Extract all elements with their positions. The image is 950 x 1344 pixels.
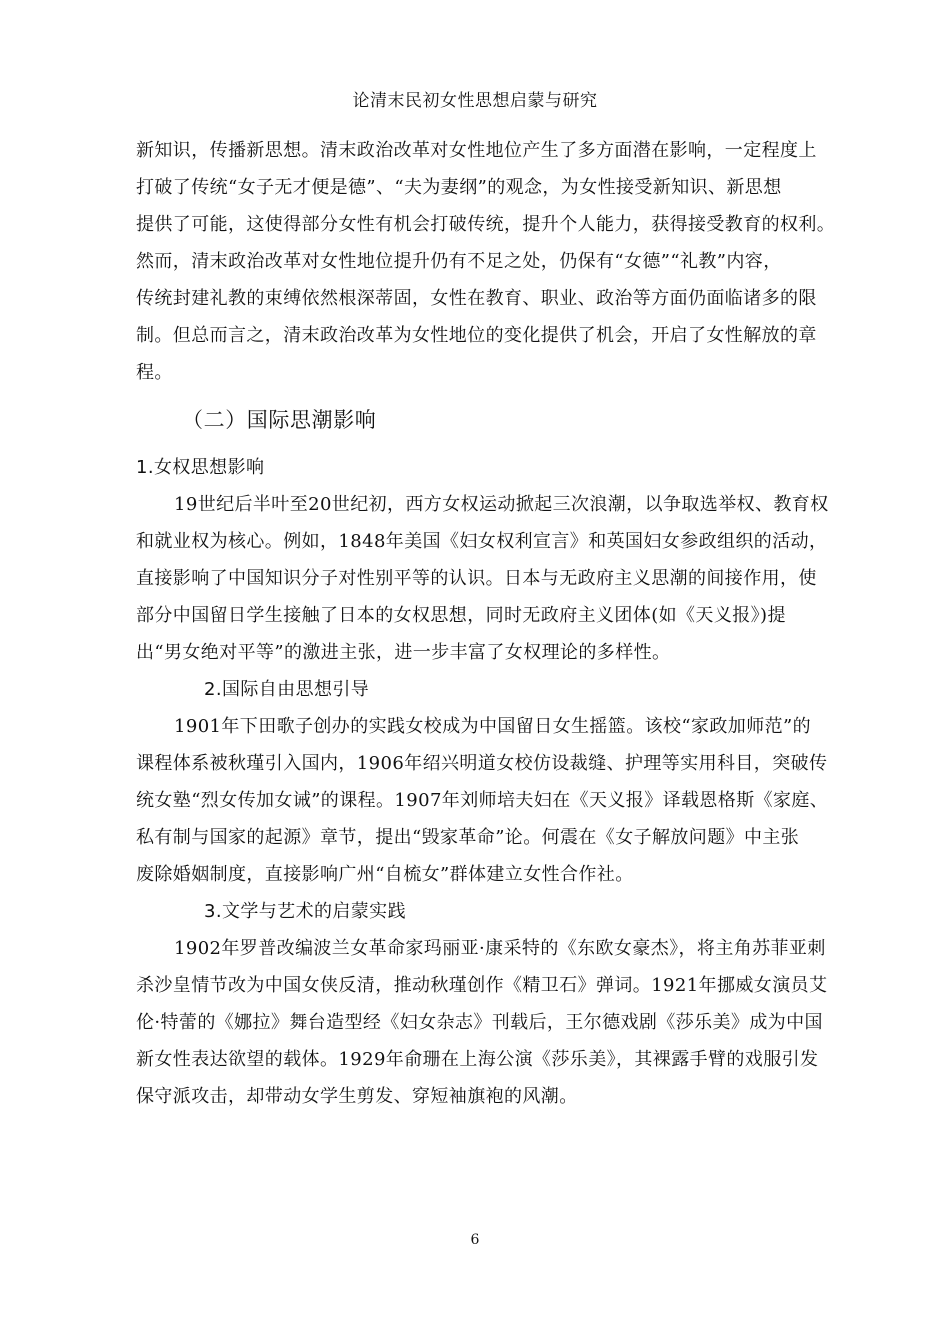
- paragraph-line: 程。: [136, 362, 173, 383]
- paragraph-line: 新知识，传播新思想。清末政治改革对女性地位产生了多方面潜在影响，一定程度上: [136, 140, 817, 161]
- paragraph-line: 和就业权为核心。例如，1848年美国《妇女权利宣言》和英国妇女参政组织的活动，: [136, 531, 828, 552]
- intro-paragraph: [136, 132, 836, 391]
- paragraph-line: 19世纪后半叶至20世纪初，西方女权运动掀起三次浪潮，以争取选举权、教育权: [174, 494, 829, 515]
- paragraph-line: 传统封建礼教的束缚依然根深蒂固，女性在教育、职业、政治等方面仍面临诸多的限: [136, 288, 817, 309]
- running-header: 论清末民初女性思想启蒙与研究: [352, 91, 598, 111]
- paragraph-line: 新女性表达欲望的载体。1929年俞珊在上海公演《莎乐美》，其裸露手臂的戏服引发: [136, 1049, 819, 1070]
- paragraph-line: 统女塾“烈女传加女诫”的课程。1907年刘师培夫妇在《天义报》译载恩格斯《家庭、: [136, 790, 829, 811]
- page-content: [136, 132, 836, 1115]
- paragraph-line: 出“男女绝对平等”的激进主张，进一步丰富了女权理论的多样性。: [136, 642, 671, 663]
- paragraph-line: 1902年罗普改编波兰女革命家玛丽亚·康采特的《东欧女豪杰》，将主角苏菲亚刺: [174, 938, 826, 959]
- subsection-women-rights: [136, 449, 829, 671]
- paragraph-line: 然而，清末政治改革对女性地位提升仍有不足之处，仍保有“女德”“礼教”内容，: [136, 251, 782, 272]
- paragraph-line: 部分中国留日学生接触了日本的女权思想，同时无政府主义团体(如《天义报》)提: [136, 605, 786, 626]
- paragraph-line: 私有制与国家的起源》章节，提出“毁家革命”论。何震在《女子解放问题》中主张: [136, 827, 800, 848]
- subsection-liberal-thought: [136, 671, 829, 893]
- paragraph-line: 保守派攻击，却带动女学生剪发、穿短袖旗袍的风潮。: [136, 1086, 578, 1107]
- paragraph-line: 打破了传统“女子无才便是德”、“夫为妻纲”的观念，为女性接受新知识、新思想: [136, 177, 782, 198]
- paragraph-line: 废除婚姻制度，直接影响广州“自梳女”群体建立女性合作社。: [136, 864, 634, 885]
- subsection-heading: 3.文学与艺术的启蒙实践: [204, 901, 406, 922]
- page-number: 6: [470, 1232, 480, 1248]
- paragraph-line: 制。但总而言之，清末政治改革为女性地位的变化提供了机会，开启了女性解放的章: [136, 325, 817, 346]
- section-heading: （二）国际思潮影响: [182, 408, 377, 432]
- paragraph-line: 1901年下田歌子创办的实践女校成为中国留日女生摇篮。该校“家政加师范”的: [174, 716, 812, 737]
- subsection-literature-art: [136, 893, 828, 1115]
- subsection-heading: 1.女权思想影响: [136, 457, 265, 478]
- paragraph-line: 直接影响了中国知识分子对性别平等的认识。日本与无政府主义思潮的间接作用，使: [136, 568, 817, 589]
- subsection-heading: 2.国际自由思想引导: [204, 679, 370, 700]
- paragraph-line: 课程体系被秋瑾引入国内，1906年绍兴明道女校仿设裁缝、护理等实用科目，突破传: [136, 753, 828, 774]
- paragraph-line: 提供了可能，这使得部分女性有机会打破传统，提升个人能力，获得接受教育的权利。: [136, 214, 836, 235]
- paragraph-line: 伦·特蕾的《娜拉》舞台造型经《妇女杂志》刊载后，王尔德戏剧《莎乐美》成为中国: [136, 1012, 823, 1033]
- paragraph-line: 杀沙皇情节改为中国女侠反清，推动秋瑾创作《精卫石》弹词。1921年挪威女演员艾: [136, 975, 828, 996]
